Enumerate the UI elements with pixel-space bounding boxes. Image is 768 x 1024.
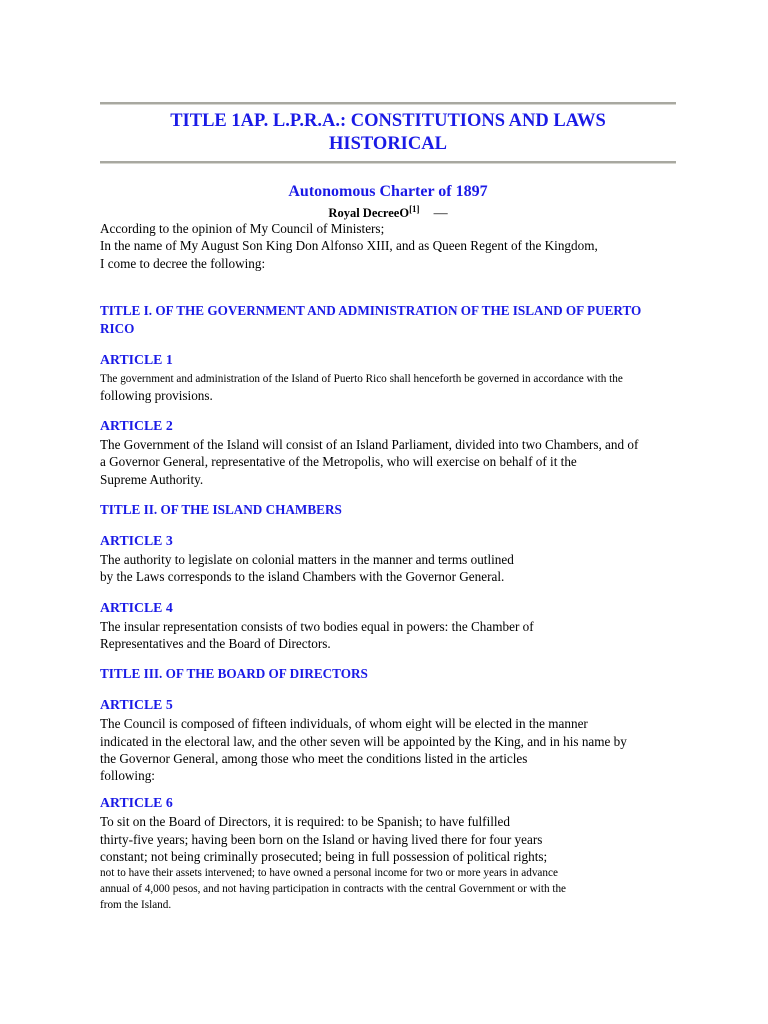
article-6-text: from the Island.: [100, 899, 172, 912]
intro-paragraph: [100, 220, 710, 272]
article-4-text: The insular representation consists of two bodies equal in powers: the Chamber of: [100, 618, 534, 634]
article-2-heading: ARTICLE 2: [100, 418, 173, 434]
article-6-text: not to have their assets intervened; to have owned a personal income for two or more years in advance: [100, 867, 558, 880]
page-title: [100, 110, 676, 156]
article-4-text: Representatives and the Board of Directors.: [100, 635, 331, 651]
footnote-link[interactable]: [1]: [409, 204, 420, 214]
article-5-heading: ARTICLE 5: [100, 697, 173, 713]
article-5-text: The Council is composed of fifteen individuals, of whom eight will be elected in the manner: [100, 716, 588, 732]
article-4-heading: ARTICLE 4: [100, 599, 173, 615]
article-1-heading: ARTICLE 1: [100, 351, 173, 367]
article-5-text: the Governor General, among those who meet the conditions listed in the articles: [100, 750, 528, 766]
page-title-line-2: HISTORICAL: [329, 134, 447, 154]
article-2-text: The Government of the Island will consist of an Island Parliament, divided into two Chambers, and of: [100, 437, 639, 453]
article-5-text: indicated in the electoral law, and the other seven will be appointed by the King, and in his name by: [100, 733, 627, 749]
article-2-text: a Governor General, representative of the Metropolis, who will exercise on behalf of it the: [100, 454, 577, 470]
intro-line: I come to decree the following:: [100, 255, 266, 271]
article-1-text: The government and administration of the Island of Puerto Rico shall henceforth be governed in accordance with the: [100, 372, 623, 385]
top-rule: [100, 102, 676, 105]
royal-decree-label: Royal DecreeO: [328, 206, 410, 220]
article-6-text: thirty-five years; having been born on the Island or having lived there for four years: [100, 831, 543, 847]
article-1-text: following provisions.: [100, 387, 213, 403]
charter-title: Autonomous Charter of 1897: [288, 183, 488, 200]
intro-line: According to the opinion of My Council of Ministers;: [100, 221, 385, 236]
title-3-heading: TITLE III. OF THE BOARD OF DIRECTORS: [100, 666, 368, 682]
intro-line: In the name of My August Son King Don Alfonso XIII, and as Queen Regent of the Kingdom,: [100, 238, 598, 254]
article-3-text: by the Laws corresponds to the island Chambers with the Governor General.: [100, 569, 505, 585]
article-6-text: To sit on the Board of Directors, it is required: to be Spanish; to have fulfilled: [100, 814, 511, 830]
title-1-heading: TITLE I. OF THE GOVERNMENT AND ADMINISTRATION OF THE ISLAND OF PUERTO RICO: [100, 302, 642, 336]
article-6-text: constant; not being criminally prosecuted; being in full possession of political rights;: [100, 849, 548, 865]
article-5-text: following:: [100, 768, 155, 784]
page-title-line-1: TITLE 1AP. L.P.R.A.: CONSTITUTIONS AND LAWS: [170, 111, 606, 131]
article-6-heading: ARTICLE 6: [100, 795, 173, 811]
document-body: [100, 220, 710, 913]
bottom-rule: [100, 161, 676, 164]
decree-dash: —: [433, 206, 448, 221]
article-3-heading: ARTICLE 3: [100, 533, 173, 549]
article-3-text: The authority to legislate on colonial matters in the manner and terms outlined: [100, 552, 514, 568]
article-2-text: Supreme Authority.: [100, 471, 204, 487]
article-6-text: annual of 4,000 pesos, and not having participation in contracts with the central Government or with the: [100, 883, 567, 896]
title-2-heading: TITLE II. OF THE ISLAND CHAMBERS: [100, 502, 342, 518]
